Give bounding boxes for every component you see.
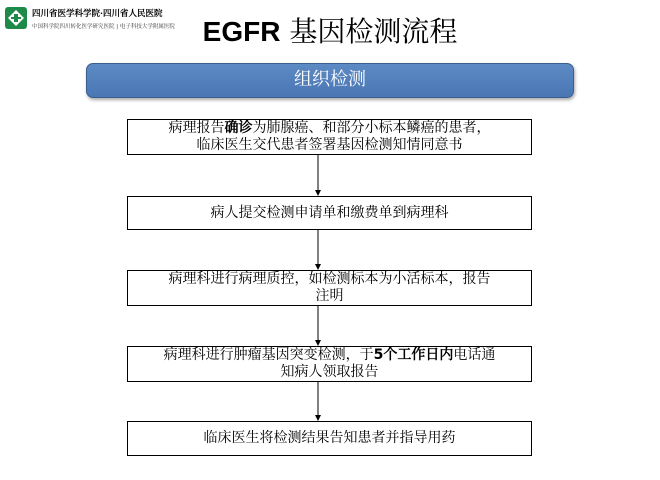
title-zh: 基因检测流程 bbox=[289, 15, 458, 48]
title-en: EGFR bbox=[202, 16, 281, 47]
connector-arrow-4 bbox=[314, 382, 322, 421]
flow-step-5 bbox=[127, 421, 532, 456]
flow-step-text bbox=[211, 205, 449, 222]
step-text: 临床医生将检测结果告知患者并指导用药 bbox=[203, 430, 456, 446]
connector-arrow-2 bbox=[314, 230, 322, 270]
flow-step-line bbox=[169, 271, 491, 288]
flow-step-3 bbox=[127, 270, 532, 306]
step-text: 知病人领取报告 bbox=[280, 364, 379, 380]
connector-arrow-1 bbox=[314, 155, 322, 196]
flow-step-text bbox=[204, 430, 456, 447]
flow-step-text bbox=[169, 120, 491, 154]
flow-step-4 bbox=[127, 346, 532, 382]
flow-step-line bbox=[164, 364, 496, 381]
logo-line2: 中国科学院四川转化医学研究医院 | 电子科技大学附属医院 bbox=[32, 24, 175, 30]
emphasis-text: 确诊 bbox=[224, 120, 253, 136]
step-text: 病理科进行肿瘤基因突变检测，于 bbox=[163, 347, 374, 363]
flow-step-2 bbox=[127, 196, 532, 230]
step-text: 为肺腺癌、和部分小标本鳞癌的患者， bbox=[252, 120, 491, 136]
flow-step-line bbox=[169, 120, 491, 137]
step-text: 病理报告 bbox=[168, 120, 225, 136]
flow-step-line bbox=[211, 205, 449, 222]
flow-step-line bbox=[204, 430, 456, 447]
step-text: 病理科进行病理质控，如检测标本为小活标本，报告 bbox=[168, 271, 491, 287]
emphasis-text: 5个工作日内 bbox=[373, 347, 454, 363]
section-banner: 组织检测 bbox=[86, 63, 574, 98]
flow-step-line bbox=[169, 288, 491, 305]
step-text: 电话通 bbox=[453, 347, 496, 363]
page-title bbox=[0, 10, 660, 50]
flow-step-line bbox=[164, 347, 496, 364]
flow-step-text bbox=[164, 347, 496, 381]
step-text: 病人提交检测申请单和缴费单到病理科 bbox=[210, 204, 449, 221]
connector-arrow-3 bbox=[314, 306, 322, 346]
logo-line1: 四川省医学科学院·四川省人民医院 bbox=[32, 9, 163, 19]
flow-step-1 bbox=[127, 119, 532, 155]
flow-step-text bbox=[169, 271, 491, 305]
step-text: 临床医生交代患者签署基因检测知情同意书 bbox=[196, 137, 463, 153]
flow-step-line bbox=[169, 137, 491, 154]
step-text: 注明 bbox=[315, 288, 344, 304]
